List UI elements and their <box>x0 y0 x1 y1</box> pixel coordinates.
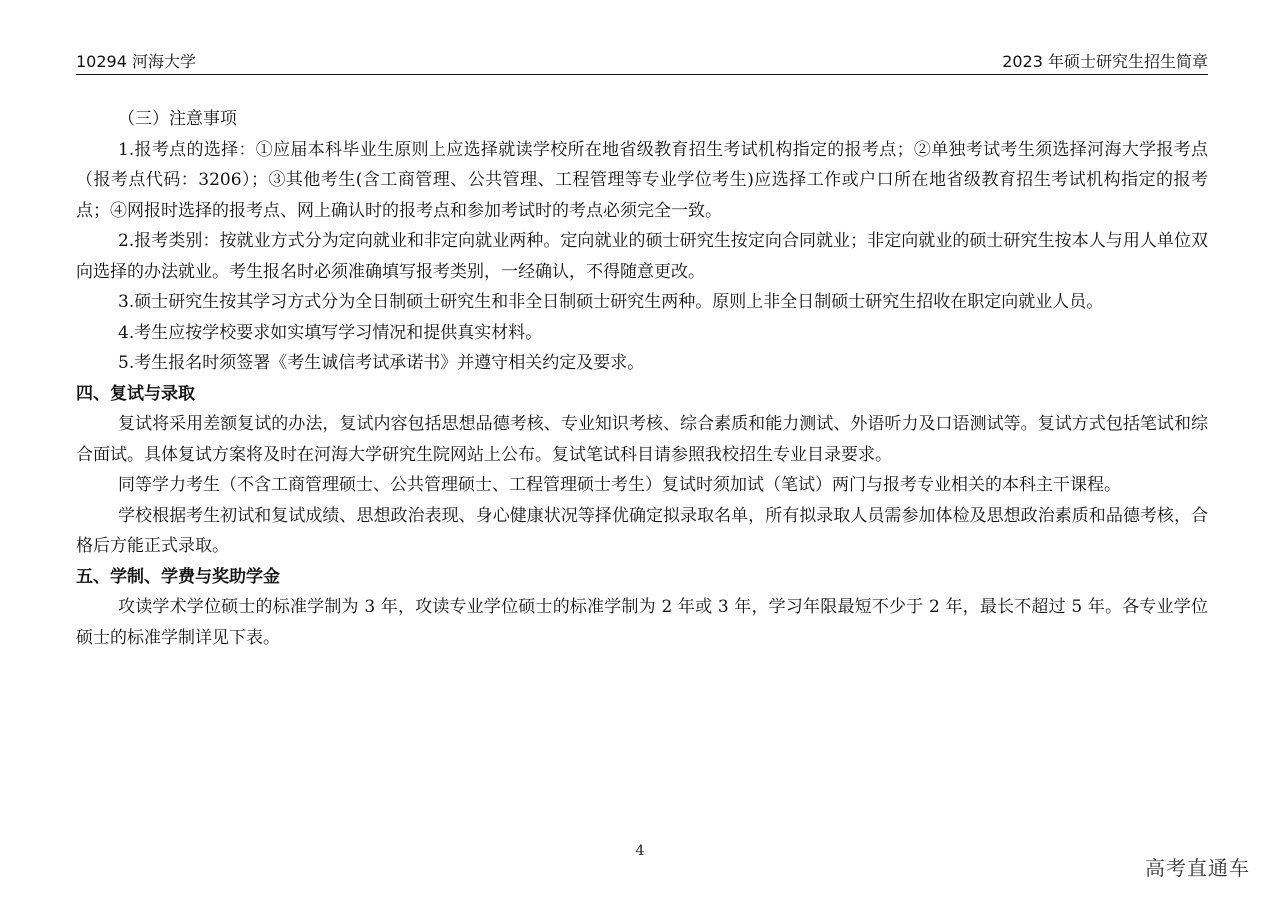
note-1-paragraph: 1.报考点的选择：①应届本科毕业生原则上应选择就读学校所在地省级教育招生考试机构指定的报考点；②单独考试考生须选择河海大学报考点（报考点代码：3206）；③其他考生(含工商管理、公共管理、工程管理等专业学位考生)应选择工作或户口所在地省级教育招生考试机构指定的报考点；④网报时选择的报考点、网上确认时的报考点和参加考试时的考点必须完全一致。 <box>76 139 1208 221</box>
notes-heading: （三）注意事项 <box>118 109 237 129</box>
page-header <box>76 52 1208 76</box>
section-4-paragraph-1: 复试将采用差额复试的办法，复试内容包括思想品德考核、专业知识考核、综合素质和能力测试、外语听力及口语测试等。复试方式包括笔试和综合面试。具体复试方案将及时在河海大学研究生院网站上公布。复试笔试科目请参照我校招生专业目录要求。 <box>76 414 1208 465</box>
note-5-paragraph: 5.考生报名时须签署《考生诚信考试承诺书》并遵守相关约定及要求。 <box>118 353 645 373</box>
note-3-paragraph: 3.硕士研究生按其学习方式分为全日制硕士研究生和非全日制硕士研究生两种。原则上非全日制硕士研究生招收在职定向就业人员。 <box>118 292 1104 312</box>
header-university: 10294 河海大学 <box>76 52 196 71</box>
header-title: 2023 年硕士研究生招生简章 <box>1002 52 1208 71</box>
page-body <box>76 104 1208 653</box>
section-4-heading: 四、复试与录取 <box>76 383 195 404</box>
section-5-heading: 五、学制、学费与奖助学金 <box>76 566 280 587</box>
section-4-paragraph-2: 同等学力考生（不含工商管理硕士、公共管理硕士、工程管理硕士考生）复试时须加试（笔试）两门与报考专业相关的本科主干课程。 <box>118 475 1121 495</box>
watermark-text: 高考直通车 <box>1145 856 1250 880</box>
page-number: 4 <box>635 843 645 859</box>
section-5-paragraph-1: 攻读学术学位硕士的标准学制为 3 年，攻读专业学位硕士的标准学制为 2 年或 3 年，学习年限最短不少于 2 年，最长不超过 5 年。各专业学位硕士的标准学制详见下表。 <box>76 597 1208 648</box>
header-divider <box>76 74 1208 75</box>
section-4-paragraph-3: 学校根据考生初试和复试成绩、思想政治表现、身心健康状况等择优确定拟录取名单，所有拟录取人员需参加体检及思想政治素质和品德考核，合格后方能正式录取。 <box>76 505 1208 556</box>
note-2-paragraph: 2.报考类别：按就业方式分为定向就业和非定向就业两种。定向就业的硕士研究生按定向合同就业；非定向就业的硕士研究生按本人与用人单位双向选择的办法就业。考生报名时必须准确填写报考类别，一经确认，不得随意更改。 <box>76 231 1208 282</box>
note-4-paragraph: 4.考生应按学校要求如实填写学习情况和提供真实材料。 <box>118 322 543 343</box>
